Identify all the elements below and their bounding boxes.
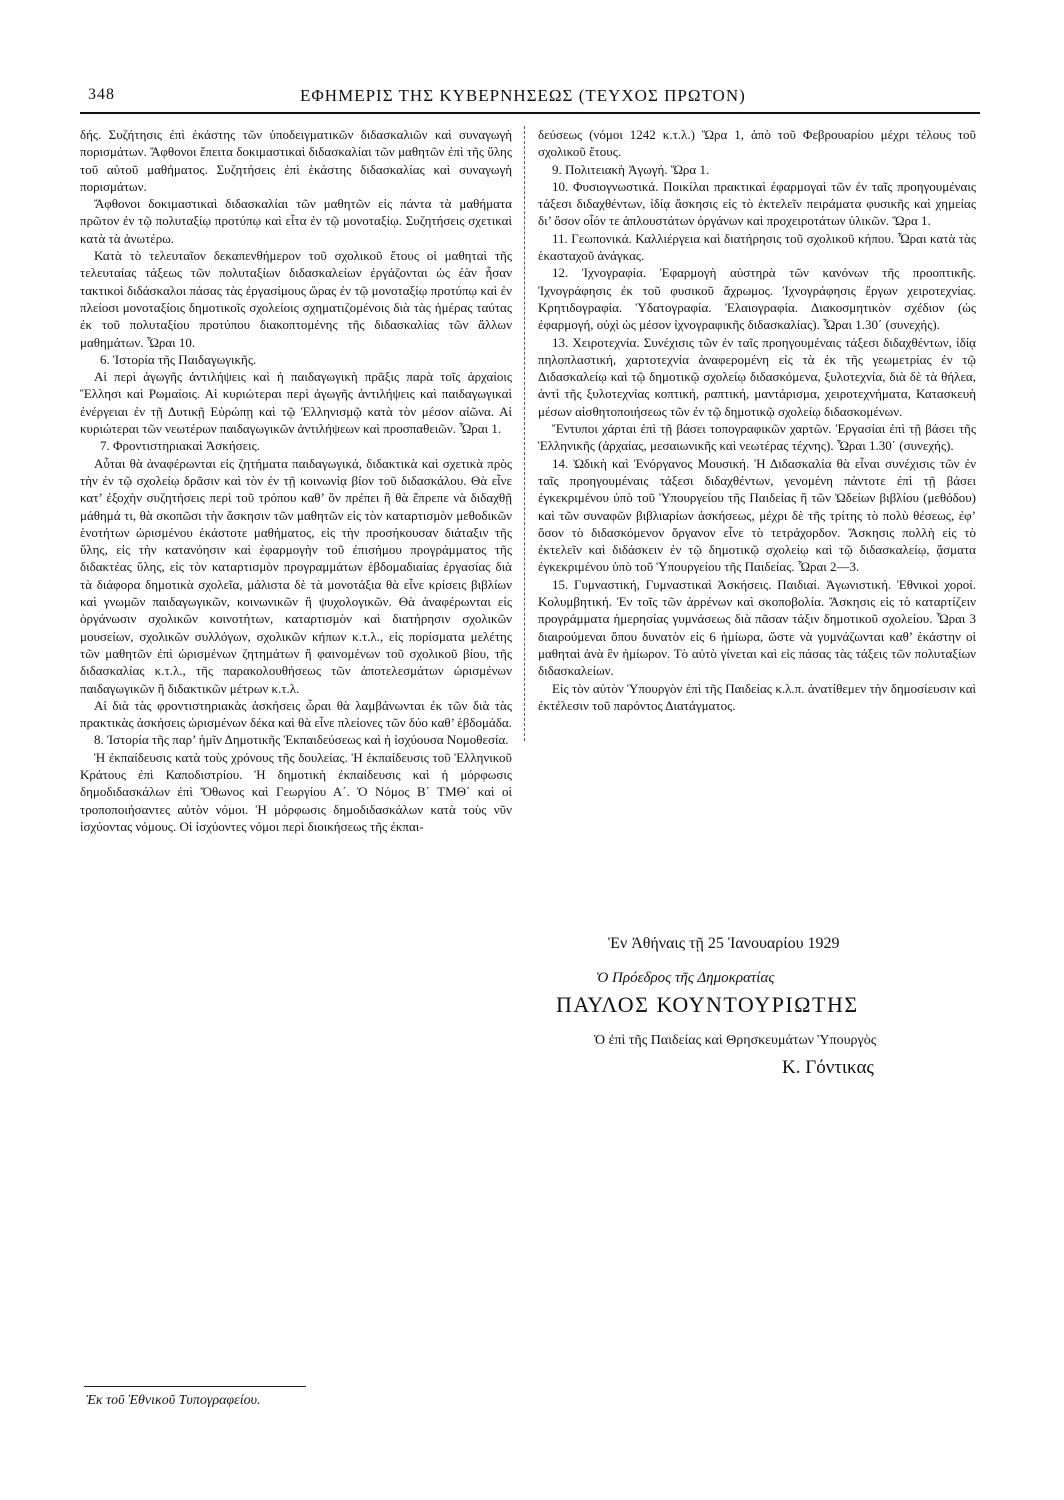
header-rule — [80, 112, 980, 114]
left-column — [80, 126, 512, 835]
paragraph: Εἰς τὸν αὐτὸν Ὑπουργὸν ἐπὶ τῆς Παιδείας κ.λ.π. ἀνατίθεμεν τὴν δημοσίευσιν καὶ ἐκτέλεσιν τοῦ παρόντος Διατάγματος. — [538, 680, 976, 713]
president-name: ΠΑΥΛΟΣ ΚΟΥΝΤΟΥΡΙΩΤΗΣ — [556, 992, 859, 1017]
paragraph: Αἱ περὶ ἀγωγῆς ἀντιλήψεις καὶ ἡ παιδαγωγικὴ πρᾶξις παρὰ τοῖς ἀρχαίοις Ἕλλησι καὶ Ρωμαίοις. Αἱ κυριώτεραι περὶ ἀγωγῆς ἀντιλήψεις καὶ παιδαγωγικαὶ ἐνέργειαι ἐν τῇ Δυτικῇ Εὐρώπῃ καὶ τῷ Ἑλληνισμῷ κατὰ τὸν μέσον αἰῶνα. Αἱ κυριώτεραι τῶν νεωτέρων παιδαγωγικῶν ἀντιλήψεων καὶ προσπαθειῶν. Ὧραι 1. — [80, 369, 512, 437]
paragraph: δεύσεως (νόμοι 1242 κ.τ.λ.) Ὥρα 1, ἀπὸ τοῦ Φεβρουαρίου μέχρι τέλους τοῦ σχολικοῦ ἔτους. — [538, 127, 976, 160]
decree-date: Ἐν Ἀθήναις τῇ 25 Ἰανουαρίου 1929 — [608, 935, 840, 952]
paragraph: Ἄφθονοι δοκιμαστικαὶ διδασκαλίαι τῶν μαθητῶν εἰς πάντα τὰ μαθήματα πρῶτον ἐν τῷ πολυταξίῳ προτύπῳ καὶ εἶτα ἐν τῷ μονοταξίῳ. Συζητήσεις σχετικαὶ κατὰ τὰ ἀνωτέρω. — [80, 196, 512, 246]
section-heading: 8. Ἱστορία τῆς παρ’ ἡμῖν Δημοτικῆς Ἐκπαιδεύσεως καὶ ἡ ἰσχύουσα Νομοθεσία. — [94, 732, 509, 748]
minister-name: Κ. Γόντικας — [782, 1057, 874, 1078]
footer-rule — [84, 1386, 306, 1387]
president-title: Ὁ Πρόεδρος τῆς Δημοκρατίας — [596, 970, 775, 986]
paragraph: 10. Φυσιογνωστικά. Ποικίλαι πρακτικαὶ ἐφαρμογαὶ τῶν ἐν ταῖς προηγουμέναις τάξεσι διδαχθέντων, ἰδίᾳ ἄσκησις εἰς τὸ ἐκτελεῖν πειράματα φυσικῆς καὶ χημείας δι’ ὅσον οἷόν τε ἁπλουστάτων ὀργάνων καὶ προχειροτάτων ὑλικῶν. Ὥρα 1. — [538, 178, 976, 229]
paragraph: 15. Γυμναστική, Γυμναστικαὶ Ἀσκήσεις. Παιδιαί. Ἀγωνιστική. Ἐθνικοὶ χοροί. Κολυμβητική. Ἐν τοῖς τῶν ἀρρένων καὶ σκοποβολία. Ἄσκησις εἰς τὸ καταρτίζειν προγράμματα ἡμερησίας γυμνάσεως διὰ πᾶσαν τάξιν δημοτικοῦ σχολείου. Ὧραι 3 διαιρούμεναι ὅπου δυνατὸν εἰς 6 ἡμίωρα, ὥστε νὰ γυμνάζωνται καθ’ ἑκάστην οἱ μαθηταὶ ἀνὰ ἓν ἡμίωρον. Τὸ αὐτὸ γίνεται καὶ εἰς πάσας τὰς τάξεις τῶν πολυταξίων διδασκαλείων. — [538, 576, 976, 679]
paragraph: Αὗται θὰ ἀναφέρωνται εἰς ζητήματα παιδαγωγικά, διδακτικὰ καὶ σχετικὰ πρὸς τὴν ἐν τῷ σχολείῳ δρᾶσιν καὶ τὸν ἐν τῇ κοινωνίᾳ βίον τοῦ διδασκάλου. Θὰ εἶνε κατ’ ἐξοχὴν συζητήσεις περὶ τοῦ τρόπου καθ’ ὃν πρέπει ἢ θὰ ἔπρεπε νὰ διδαχθῇ μάθημά τι, θὰ σκοπῶσι τὴν ἄσκησιν τῶν μαθητῶν εἰς τὸν καταρτισμὸν μεθοδικῶν ἑνοτήτων ὡρισμένου ἑκάστοτε μαθήματος, εἰς τὴν προσήκουσαν διάταξιν τῆς ὕλης, εἰς τὴν κατανόησιν καὶ ἐφαρμογὴν τοῦ ἐπισήμου προγράμματος τῆς διδακτέας ὕλης, εἰς τὸν καταρτισμὸν προγραμμάτων ἑβδομαδιαίας ἐργασίας διὰ τὰ διάφορα δημοτικὰ σχολεῖα, μάλιστα δὲ τὰ μονοτάξια θὰ εἶνε κρίσεις βιβλίων καὶ γνωμῶν παιδαγωγικῶν, κοινωνικῶν ἢ ψυχολογικῶν. Θὰ ἀναφέρωνται εἰς ὀργάνωσιν σχολικῶν κοινοτήτων, καταρτισμὸν καὶ διατήρησιν σχολικῶν μουσείων, σχολικῶν συλλόγων, σχολικῶν κήπων κ.τ.λ., εἰς πορίσματα μελέτης τῶν μαθητῶν ἐπὶ ὡρισμένων ζητημάτων ἢ φαινομένων τοῦ σχολικοῦ βίου, τῆς διδασκαλίας κ.τ.λ., τῆς παρακολουθήσεως τῶν ἀποτελεσμάτων ὡρισμένων παιδαγωγικῶν ἢ διδακτικῶν μέτρων κ.τ.λ. — [80, 455, 512, 696]
paragraph: Ἡ ἐκπαίδευσις κατὰ τοὺς χρόνους τῆς δουλείας. Ἡ ἐκπαίδευσις τοῦ Ἑλληνικοῦ Κράτους ἐπὶ Καποδιστρίου. Ἡ δημοτικὴ ἐκπαίδευσις καὶ ἡ μόρφωσις δημοδιδασκάλων ἐπὶ Ὄθωνος καὶ Γεωργίου Α΄. Ὁ Νόμος Β΄ ΤΜΘ΄ καὶ οἱ τροποποιήσαντες αὐτὸν νόμοι. Ἡ μόρφωσις δημοδιδασκάλων κατὰ τοὺς νῦν ἰσχύοντας νόμους. Οἱ ἰσχύοντες νόμοι περὶ διοικήσεως τῆς ἐκπαι- — [80, 749, 512, 834]
paragraph: 13. Χειροτεχνία. Συνέχισις τῶν ἐν ταῖς προηγουμέναις τάξεσι διδαχθέντων, ἰδίᾳ πηλοπλαστική, χαρτοτεχνία ἀναφερομένη εἰς τὰ ἐκ τῆς γεωμετρίας ἐν τῷ Διδασκαλείῳ καὶ τῷ δημοτικῷ σχολείῳ διδασκόμενα, ξυλοτεχνία, διὰ δὲ τὰ θήλεα, ἀντὶ τῆς ξυλοτεχνίας κοπτική, ραπτική, μαντάρισμα, χειροτεχνήματα, Κατασκευὴ μέσων αἰσθητοποιήσεως τῶν ἐν τῷ δημοτικῷ σχολείῳ διδασκομένων. — [538, 334, 976, 419]
paragraph: 9. Πολιτειακὴ Ἀγωγή. Ὥρα 1. — [552, 161, 710, 177]
paragraph: Κατὰ τὸ τελευταῖον δεκαπενθήμερον τοῦ σχολικοῦ ἔτους οἱ μαθηταὶ τῆς τελευταίας τάξεως τῶν πολυταξίων διδασκαλείων ἐργάζονται ὡς ἐὰν ἦσαν τακτικοὶ διδάσκαλοι πάσας τὰς ἐργασίμους ὥρας ἐν τῷ μονοταξίῳ προτύπῳ καὶ ἐν πλείοσι μονοταξίοις δημοτικοῖς σχολείοις σχηματιζομένοις διὰ τὰς ἡμέρας ταύτας ἐκ τοῦ πολυταξίου προτύπου διακοπτομένης τῆς διδασκαλίας τῶν ἄλλων μαθημάτων. Ὧραι 10. — [80, 248, 512, 350]
right-column — [538, 126, 976, 714]
running-title: ΕΦΗΜΕΡΙΣ ΤΗΣ ΚΥΒΕΡΝΗΣΕΩΣ (ΤΕΥΧΟΣ ΠΡΩΤΟΝ) — [300, 86, 746, 105]
paragraph: 14. Ὠδικὴ καὶ Ἐνόργανος Μουσική. Ἡ Διδασκαλία θὰ εἶναι συνέχισις τῶν ἐν ταῖς προηγουμέναις τάξεσι διδαχθέντων, γενομένη πάντοτε ἐπὶ τῇ βάσει ἐγκεκριμένου ὑπὸ τοῦ Ὑπουργείου τῆς Παιδείας ἢ τῶν Ὠδείων βιβλίου (μεθόδου) καὶ τῶν συναφῶν βιβλιαρίων ἀσκήσεως, μέχρι δὲ τῆς τρίτης τὸ πολὺ θέσεως, ἐφ’ ὅσον τὸ διδασκόμενον ὄργανον εἶνε τὸ τετράχορδον. Ἄσκησις πολλὴ εἰς τὸ ἐκτελεῖν καὶ διδάσκειν ἐν τῷ δημοτικῷ σχολείῳ καὶ τῷ διδασκαλείῳ, ᾄσματα ἐγκεκριμένου ὑπὸ τοῦ Ὑπουργείου τῆς Παιδείας. Ὧραι 2—3. — [538, 455, 976, 575]
minister-title: Ὁ ἐπὶ τῆς Παιδείας καὶ Θρησκευμάτων Ὑπουργὸς — [594, 1033, 877, 1048]
section-heading: 7. Φροντιστηριακαὶ Ἀσκήσεις. — [100, 438, 261, 454]
page-header — [80, 80, 980, 110]
paragraph: 11. Γεωπονικά. Καλλιέργεια καὶ διατήρησις τοῦ σχολικοῦ κήπου. Ὧραι κατὰ τὰς ἑκασταχοῦ ἀνάγκας. — [538, 230, 976, 264]
printer-imprint: Ἐκ τοῦ Ἐθνικοῦ Τυπογραφείου. — [86, 1393, 261, 1408]
paragraph: Ἔντυποι χάρται ἐπὶ τῇ βάσει τοπογραφικῶν χαρτῶν. Ἐργασίαι ἐπὶ τῇ βάσει τῆς Ἑλληνικῆς (ἀρχαίας, μεσαιωνικῆς καὶ νεωτέρας τέχνης). Ὧραι 1.30΄ (συνεχής). — [538, 421, 976, 454]
paragraph: Αἱ διὰ τὰς φροντιστηριακὰς ἀσκήσεις ὧραι θὰ λαμβάνωνται ἐκ τῶν διὰ τὰς πρακτικὰς ἀσκήσεις ὡρισμένων δέκα καὶ θὰ εἶνε πλείονες τῶν δύο καθ’ ἑβδομάδα. — [80, 697, 512, 731]
paragraph: 12. Ἰχνογραφία. Ἐφαρμογὴ αὐστηρὰ τῶν κανόνων τῆς προοπτικῆς. Ἰχνογράφησις ἐκ τοῦ φυσικοῦ ἄχρωμος. Ἰχνογράφησις ἔργων χειροτεχνίας. Κρητιδογραφία. Ὑδατογραφία. Ἐλαιογραφία. Διακοσμητικὸν σχέδιον (ὡς ἐφαρμογή, οὐχὶ ὡς μέσον ἰχνογραφικῆς διδασκαλίας). Ὧραι 1.30΄ (συνεχής). — [538, 265, 976, 333]
paragraph: δής. Συζήτησις ἐπὶ ἑκάστης τῶν ὑποδειγματικῶν διδασκαλιῶν καὶ συναγωγὴ πορισμάτων. Ἄφθονοι ἔπειτα δοκιμαστικαὶ διδασκαλίαι τῶν μαθητῶν ἐπὶ τῆς ὕλης τοῦ αὐτοῦ μαθήματος. Συζητήσεις ἐπὶ ἑκάστης διδασκαλίας καὶ συναγωγὴ πορισμάτων. — [80, 127, 512, 194]
page-number: 348 — [88, 86, 115, 103]
section-heading: 6. Ἱστορία τῆς Παιδαγωγικῆς. — [100, 351, 257, 367]
column-divider — [524, 126, 525, 741]
